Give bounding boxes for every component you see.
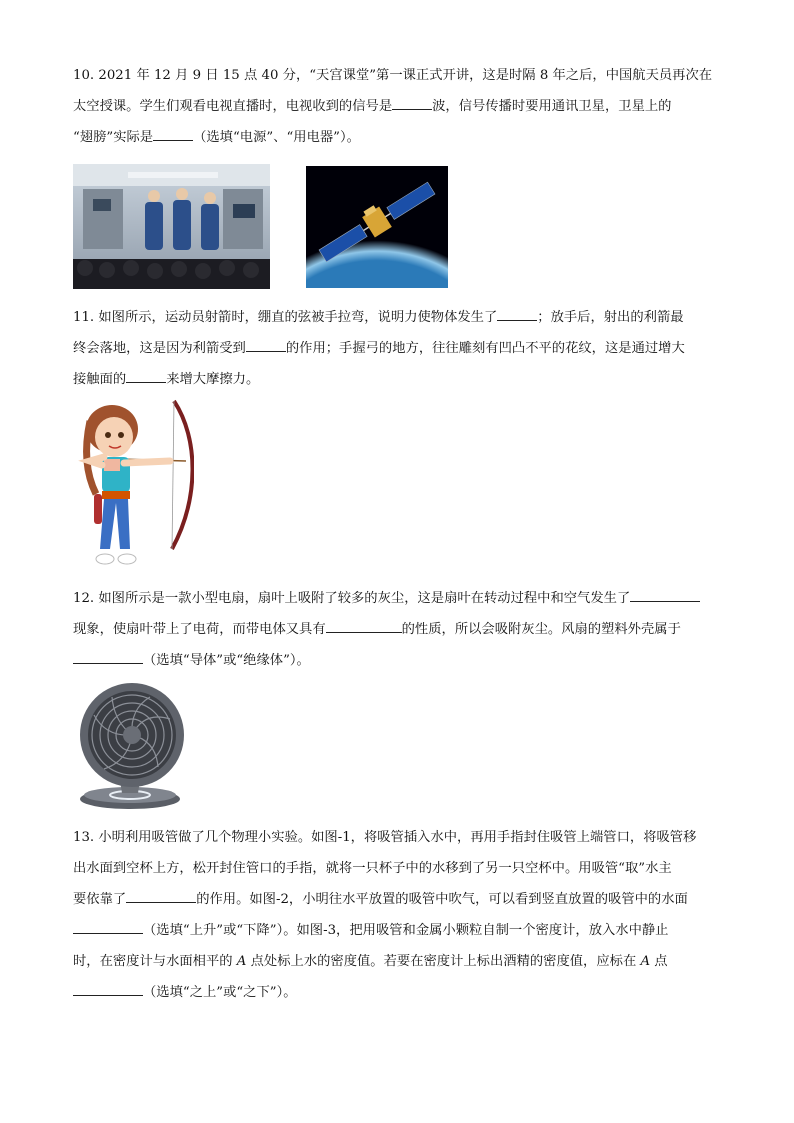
q13-text: 的作用。如图-2，小明往水平放置的吸管中吹气，可以看到竖直放置的吸管中的水面	[196, 892, 688, 907]
q11-text: 的作用；手握弓的地方，往往雕刻有凹凸不平的花纹，这是通过增大	[285, 341, 685, 356]
answer-blank[interactable]	[126, 888, 196, 903]
question-10	[73, 60, 723, 153]
q13-text: （选填“之上”或“之下”）。	[143, 985, 297, 1000]
q10-line3	[73, 122, 723, 153]
q11-text: 接触面的	[73, 372, 127, 387]
q12-line3	[73, 645, 723, 676]
q13-text: 点处标上水的密度值。若要在密度计上标出酒精的密度值，应标在	[246, 954, 641, 969]
answer-blank[interactable]	[126, 368, 166, 383]
q13-line6	[73, 977, 723, 1008]
q13-line2: 出水面到空杯上方，松开封住管口的手指，就将一只杯子中的水移到了另一只空杯中。用吸管“取”水主	[73, 861, 672, 876]
q12-text: 12. 如图所示是一款小型电扇，扇叶上吸附了较多的灰尘，这是扇叶在转动过程中和空气发生了	[73, 591, 631, 606]
q12-text: （选填“导体”或“绝缘体”）。	[143, 653, 310, 668]
question-11	[73, 302, 723, 395]
q10-text: “翅膀”实际是	[73, 130, 154, 145]
q10-line2	[73, 91, 723, 122]
point-a-label: A	[640, 954, 651, 969]
q12-text: 现象，使扇叶带上了电荷，而带电体又具有	[73, 622, 326, 637]
archer-girl-image	[74, 399, 194, 574]
q10-line1: 10. 2021 年 12 月 9 日 15 点 40 分，“天宫课堂”第一课正式开讲，这是时隔 8 年之后，中国航天员再次在	[73, 68, 713, 83]
answer-blank[interactable]	[73, 981, 143, 996]
q10-text: （选填“电源”、“用电器”）。	[193, 130, 360, 145]
answer-blank[interactable]	[497, 306, 537, 321]
answer-blank[interactable]	[630, 587, 700, 602]
q13-line1: 13. 小明利用吸管做了几个物理小实验。如图-1，将吸管插入水中，再用手指封住吸管上端管口，将吸管移	[73, 830, 697, 845]
q13-line5	[73, 946, 723, 977]
q13-text: 点	[650, 954, 668, 969]
q11-text: 11. 如图所示，运动员射箭时，绷直的弦被手拉弯，说明力使物体发生了	[73, 310, 498, 325]
answer-blank[interactable]	[326, 618, 402, 633]
q12-text: 的性质，所以会吸附灰尘。风扇的塑料外壳属于	[401, 622, 681, 637]
q13-text: 时，在密度计与水面相平的	[73, 954, 237, 969]
q11-line2	[73, 333, 723, 364]
answer-blank[interactable]	[73, 919, 143, 934]
point-a-label: A	[236, 954, 247, 969]
answer-blank[interactable]	[392, 95, 432, 110]
q13-text: 要依靠了	[73, 892, 127, 907]
q10-text: 波，信号传播时要用通讯卫星，卫星上的	[432, 99, 672, 114]
q11-text: 终会落地，这是因为利箭受到	[73, 341, 246, 356]
q12-line2	[73, 614, 723, 645]
question-13	[73, 822, 723, 1008]
q11-line1	[73, 302, 723, 333]
satellite-image	[306, 166, 448, 288]
q11-line3	[73, 364, 723, 395]
electric-fan-image	[74, 681, 186, 811]
q12-line1	[73, 583, 723, 614]
q13-line3	[73, 884, 723, 915]
q11-text: 来增大摩擦力。	[166, 372, 260, 387]
q13-text: （选填“上升”或“下降”）。如图-3，把用吸管和金属小颗粒自制一个密度计，放入水中静止	[143, 923, 669, 938]
q10-text: 太空授课。学生们观看电视直播时，电视收到的信号是	[73, 99, 393, 114]
question-12	[73, 583, 723, 676]
q13-line4	[73, 915, 723, 946]
answer-blank[interactable]	[73, 649, 143, 664]
space-classroom-image	[73, 164, 270, 289]
q11-text: ；放手后，射出的利箭最	[537, 310, 684, 325]
answer-blank[interactable]	[246, 337, 286, 352]
answer-blank[interactable]	[153, 126, 193, 141]
